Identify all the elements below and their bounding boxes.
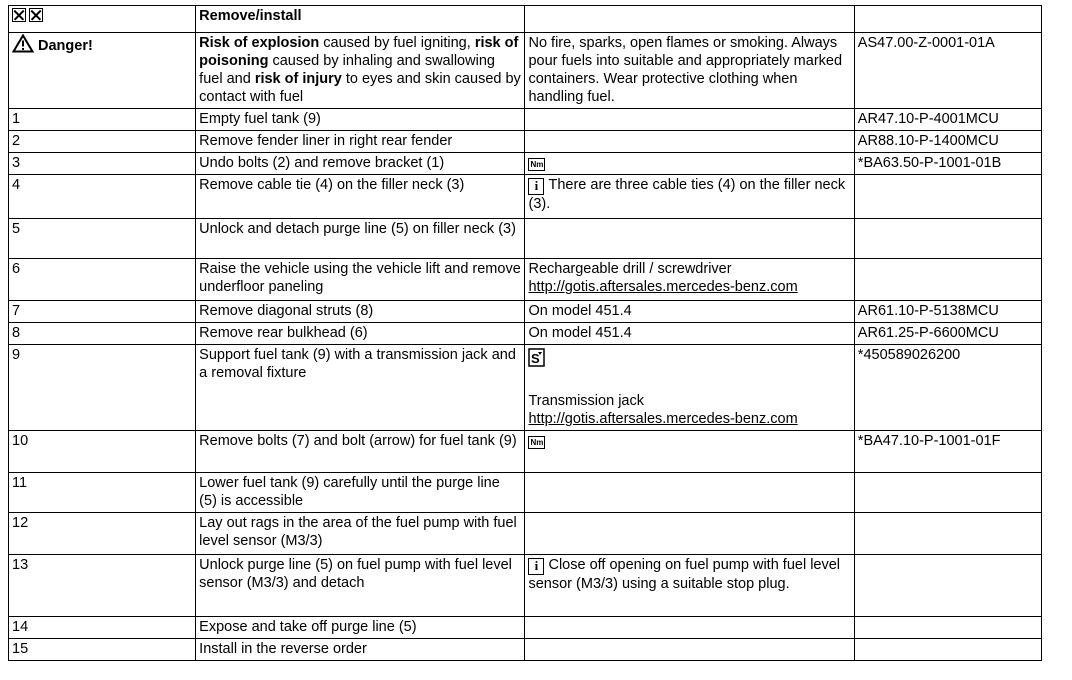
step-number: 13 xyxy=(9,555,196,617)
step-number: 15 xyxy=(9,639,196,661)
step-text: Empty fuel tank (9) xyxy=(196,109,525,131)
header-empty-cell xyxy=(525,6,854,33)
danger-ref[interactable]: AS47.00-Z-0001-01A xyxy=(857,35,995,51)
step-ref[interactable]: *BA47.10-P-1001-01F xyxy=(854,431,1041,473)
danger-ref-cell[interactable] xyxy=(854,33,1041,109)
collapse-icon[interactable] xyxy=(29,8,43,22)
step-ref[interactable] xyxy=(854,617,1041,639)
table-row xyxy=(9,617,1042,639)
step-number: 14 xyxy=(9,617,196,639)
step-text: Unlock purge line (5) on fuel pump with fuel level sensor (M3/3) and detach xyxy=(196,555,525,617)
step-ref[interactable]: AR61.25-P-6600MCU xyxy=(854,323,1041,345)
step-note-cell xyxy=(525,109,854,131)
step-ref[interactable] xyxy=(854,219,1041,259)
table-row xyxy=(9,431,1042,473)
table-row xyxy=(9,109,1042,131)
table-row xyxy=(9,219,1042,259)
gotis-link[interactable]: http://gotis.aftersales.mercedes-benz.com xyxy=(528,279,798,295)
torque-icon[interactable]: Nm xyxy=(530,438,544,447)
table-row xyxy=(9,473,1042,513)
table-row xyxy=(9,513,1042,555)
step-text: Remove diagonal struts (8) xyxy=(196,301,525,323)
danger-measures: No fire, sparks, open flames or smoking. Always pour fuels into suitable and appropriately marked containers. Wear protective clothing when handling fuel. xyxy=(528,35,843,105)
gotis-link[interactable]: http://gotis.aftersales.mercedes-benz.com xyxy=(528,411,798,427)
header-title: Remove/install xyxy=(199,8,302,24)
step-ref[interactable]: *BA63.50-P-1001-01B xyxy=(854,153,1041,175)
step-text: Unlock and detach purge line (5) on filler neck (3) xyxy=(196,219,525,259)
danger-row xyxy=(9,33,1042,109)
step-number: 12 xyxy=(9,513,196,555)
step-note-cell xyxy=(525,153,854,175)
danger-measures-cell xyxy=(525,33,854,109)
step-text: Undo bolts (2) and remove bracket (1) xyxy=(196,153,525,175)
table-row xyxy=(9,131,1042,153)
step-number: 3 xyxy=(9,153,196,175)
table-row xyxy=(9,555,1042,617)
danger-label: Danger! xyxy=(38,38,93,54)
header-empty-cell-2 xyxy=(854,6,1041,33)
danger-label-cell xyxy=(9,33,196,109)
step-number: 9 xyxy=(9,345,196,431)
step-tool: Transmission jack xyxy=(528,393,644,409)
table-row xyxy=(9,153,1042,175)
danger-text-cell xyxy=(196,33,525,109)
table-row xyxy=(9,323,1042,345)
header-icons-cell xyxy=(9,6,196,33)
info-icon: i xyxy=(528,558,544,575)
step-note: On model 451.4 xyxy=(525,301,854,323)
step-text: Lay out rags in the area of the fuel pump with fuel level sensor (M3/3) xyxy=(196,513,525,555)
svg-text:S: S xyxy=(531,351,541,366)
step-ref[interactable] xyxy=(854,473,1041,513)
step-ref[interactable] xyxy=(854,175,1041,219)
step-text: Remove cable tie (4) on the filler neck (3) xyxy=(196,175,525,219)
step-number: 8 xyxy=(9,323,196,345)
risk-explosion: Risk of explosion xyxy=(199,35,320,51)
risk-injury: risk of injury xyxy=(254,71,342,87)
step-text: Raise the vehicle using the vehicle lift and remove underfloor paneling xyxy=(196,259,525,301)
step-text: Remove bolts (7) and bolt (arrow) for fuel tank (9) xyxy=(196,431,525,473)
procedure-table xyxy=(8,5,1042,661)
step-ref[interactable]: *450589026200 xyxy=(854,345,1041,431)
header-row xyxy=(9,6,1042,33)
step-note-cell xyxy=(525,131,854,153)
step-number: 2 xyxy=(9,131,196,153)
step-note-cell xyxy=(525,259,854,301)
step-ref[interactable] xyxy=(854,513,1041,555)
table-row xyxy=(9,345,1042,431)
step-ref[interactable] xyxy=(854,259,1041,301)
step-text: Lower fuel tank (9) carefully until the purge line (5) is accessible xyxy=(196,473,525,513)
table-row xyxy=(9,301,1042,323)
step-number: 10 xyxy=(9,431,196,473)
step-note-cell xyxy=(525,555,854,617)
spacer xyxy=(528,372,850,392)
step-note: There are three cable ties (4) on the filler neck (3). xyxy=(528,177,846,212)
step-ref[interactable]: AR88.10-P-1400MCU xyxy=(854,131,1041,153)
step-text: Install in the reverse order xyxy=(196,639,525,661)
step-number: 11 xyxy=(9,473,196,513)
header-title-cell xyxy=(196,6,525,33)
step-number: 4 xyxy=(9,175,196,219)
step-ref[interactable]: AR47.10-P-4001MCU xyxy=(854,109,1041,131)
step-note-cell xyxy=(525,513,854,555)
step-text: Support fuel tank (9) with a transmission jack and a removal fixture xyxy=(196,345,525,431)
step-note-cell xyxy=(525,473,854,513)
risk-explosion-text: caused by fuel igniting, xyxy=(319,35,471,51)
risk-poisoning-text: caused by inhaling and swallowing fuel and xyxy=(199,53,495,87)
step-text: Remove fender liner in right rear fender xyxy=(196,131,525,153)
step-text: Remove rear bulkhead (6) xyxy=(196,323,525,345)
table-row xyxy=(9,639,1042,661)
step-number: 5 xyxy=(9,219,196,259)
step-tool: Rechargeable drill / screwdriver xyxy=(528,261,732,277)
step-number: 6 xyxy=(9,259,196,301)
step-note: On model 451.4 xyxy=(525,323,854,345)
step-note-cell xyxy=(525,219,854,259)
step-note: Close off opening on fuel pump with fuel level sensor (M3/3) using a suitable stop plug. xyxy=(528,557,841,592)
step-note-cell xyxy=(525,345,854,431)
step-ref[interactable] xyxy=(854,555,1041,617)
step-text: Expose and take off purge line (5) xyxy=(196,617,525,639)
step-note-cell xyxy=(525,617,854,639)
step-note-cell xyxy=(525,175,854,219)
step-number: 7 xyxy=(9,301,196,323)
risk-injury-text: to eyes and skin caused by contact with fuel xyxy=(199,71,521,105)
special-tool-icon[interactable] xyxy=(528,348,545,367)
info-icon: i xyxy=(528,178,544,195)
step-note-cell xyxy=(525,639,854,661)
risk-poisoning: risk of poisoning xyxy=(199,35,519,69)
step-ref[interactable] xyxy=(854,639,1041,661)
step-ref[interactable]: AR61.10-P-5138MCU xyxy=(854,301,1041,323)
expand-icon[interactable] xyxy=(12,8,26,22)
step-note-cell xyxy=(525,431,854,473)
table-row xyxy=(9,259,1042,301)
table-row xyxy=(9,175,1042,219)
warning-triangle-icon xyxy=(12,34,34,53)
torque-icon[interactable]: Nm xyxy=(530,160,544,169)
step-number: 1 xyxy=(9,109,196,131)
